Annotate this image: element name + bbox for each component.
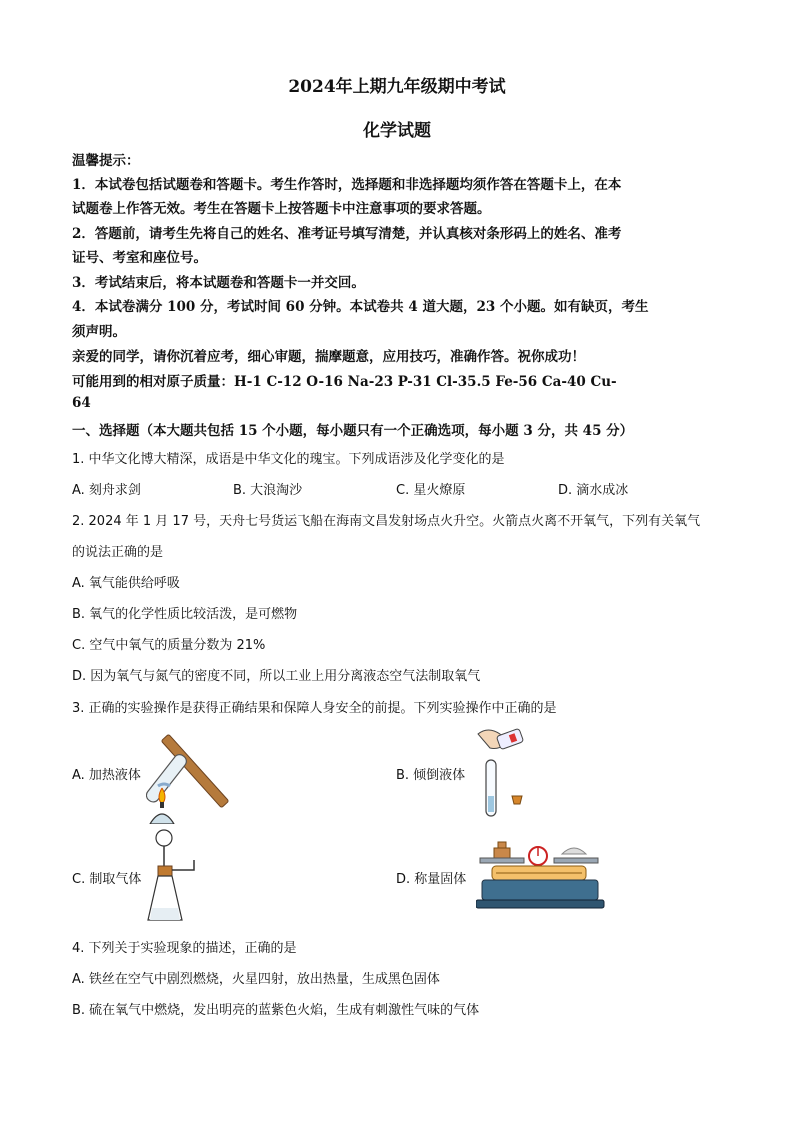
gas-apparatus-illustration (146, 828, 198, 926)
pouring-liquid-illustration (470, 726, 536, 822)
q4-option-b: B. 硫在氧气中燃烧，发出明亮的蓝紫色火焰，生成有刺激性气味的气体 (72, 1003, 480, 1018)
q3-option-c: C. 制取气体 (72, 872, 142, 887)
q1-stem: 1. 中华文化博大精深，成语是中华文化的瑰宝。下列成语涉及化学变化的是 (72, 452, 505, 467)
q3-option-b: B. 倾倒液体 (396, 768, 466, 783)
notice-line-2a: 2．答题前，请考生先将自己的姓名、准考证号填写清楚，并认真核对条形码上的姓名、准考 (72, 226, 622, 242)
q2-option-b: B. 氧气的化学性质比较活泼，是可燃物 (72, 607, 298, 622)
q1-option-c: C. 星火燎原 (396, 483, 466, 498)
notice-line-1a: 1．本试卷包括试题卷和答题卡。考生作答时，选择题和非选择题均须作答在答题卡上，在本 (72, 177, 622, 193)
heating-liquid-illustration (146, 726, 242, 824)
exam-title: 2024年上期九年级期中考试 (288, 77, 506, 97)
q1-option-a: A. 刻舟求剑 (72, 483, 141, 498)
notice-line-4a: 4．本试卷满分 100 分，考试时间 60 分钟。本试卷共 4 道大题，23 个小题。如有缺页，考生 (72, 299, 649, 315)
q4-stem: 4. 下列关于实验现象的描述，正确的是 (72, 941, 297, 956)
atomic-masses-cont: 64 (72, 395, 91, 411)
q2-option-c: C. 空气中氧气的质量分数为 21% (72, 638, 266, 653)
exam-subtitle: 化学试题 (363, 121, 431, 141)
balance-scale-illustration (476, 836, 606, 912)
notice-line-4b: 须声明。 (72, 324, 126, 340)
atomic-masses: 可能用到的相对原子质量：H-1 C-12 O-16 Na-23 P-31 Cl-35.5 Fe-56 Ca-40 Cu- (72, 374, 617, 390)
q2-option-a: A. 氧气能供给呼吸 (72, 576, 180, 591)
q2-option-d: D. 因为氧气与氮气的密度不同，所以工业上用分离液态空气法制取氧气 (72, 669, 481, 684)
q3-option-a: A. 加热液体 (72, 768, 141, 783)
q3-option-d: D. 称量固体 (396, 872, 467, 887)
notice-heading: 温馨提示： (72, 153, 140, 169)
greeting: 亲爱的同学，请你沉着应考，细心审题，揣摩题意，应用技巧，准确作答。祝你成功！ (72, 349, 585, 365)
q2-stem: 2. 2024 年 1 月 17 号，天舟七号货运飞船在海南文昌发射场点火升空。火箭点火离不开氧气，下列有关氧气 (72, 514, 701, 529)
notice-line-2b: 证号、考室和座位号。 (72, 250, 207, 266)
section-heading: 一、选择题（本大题共包括 15 个小题，每小题只有一个正确选项，每小题 3 分，共 45 分） (72, 423, 634, 439)
q1-option-b: B. 大浪淘沙 (233, 483, 303, 498)
notice-line-3: 3．考试结束后，将本试题卷和答题卡一并交回。 (72, 275, 365, 291)
notice-line-1b: 试题卷上作答无效。考生在答题卡上按答题卡中注意事项的要求答题。 (72, 201, 491, 217)
q2-stem-cont: 的说法正确的是 (72, 545, 164, 560)
q4-option-a: A. 铁丝在空气中剧烈燃烧，火星四射，放出热量，生成黑色固体 (72, 972, 440, 987)
q3-stem: 3. 正确的实验操作是获得正确结果和保障人身安全的前提。下列实验操作中正确的是 (72, 701, 557, 716)
q1-option-d: D. 滴水成冰 (558, 483, 629, 498)
